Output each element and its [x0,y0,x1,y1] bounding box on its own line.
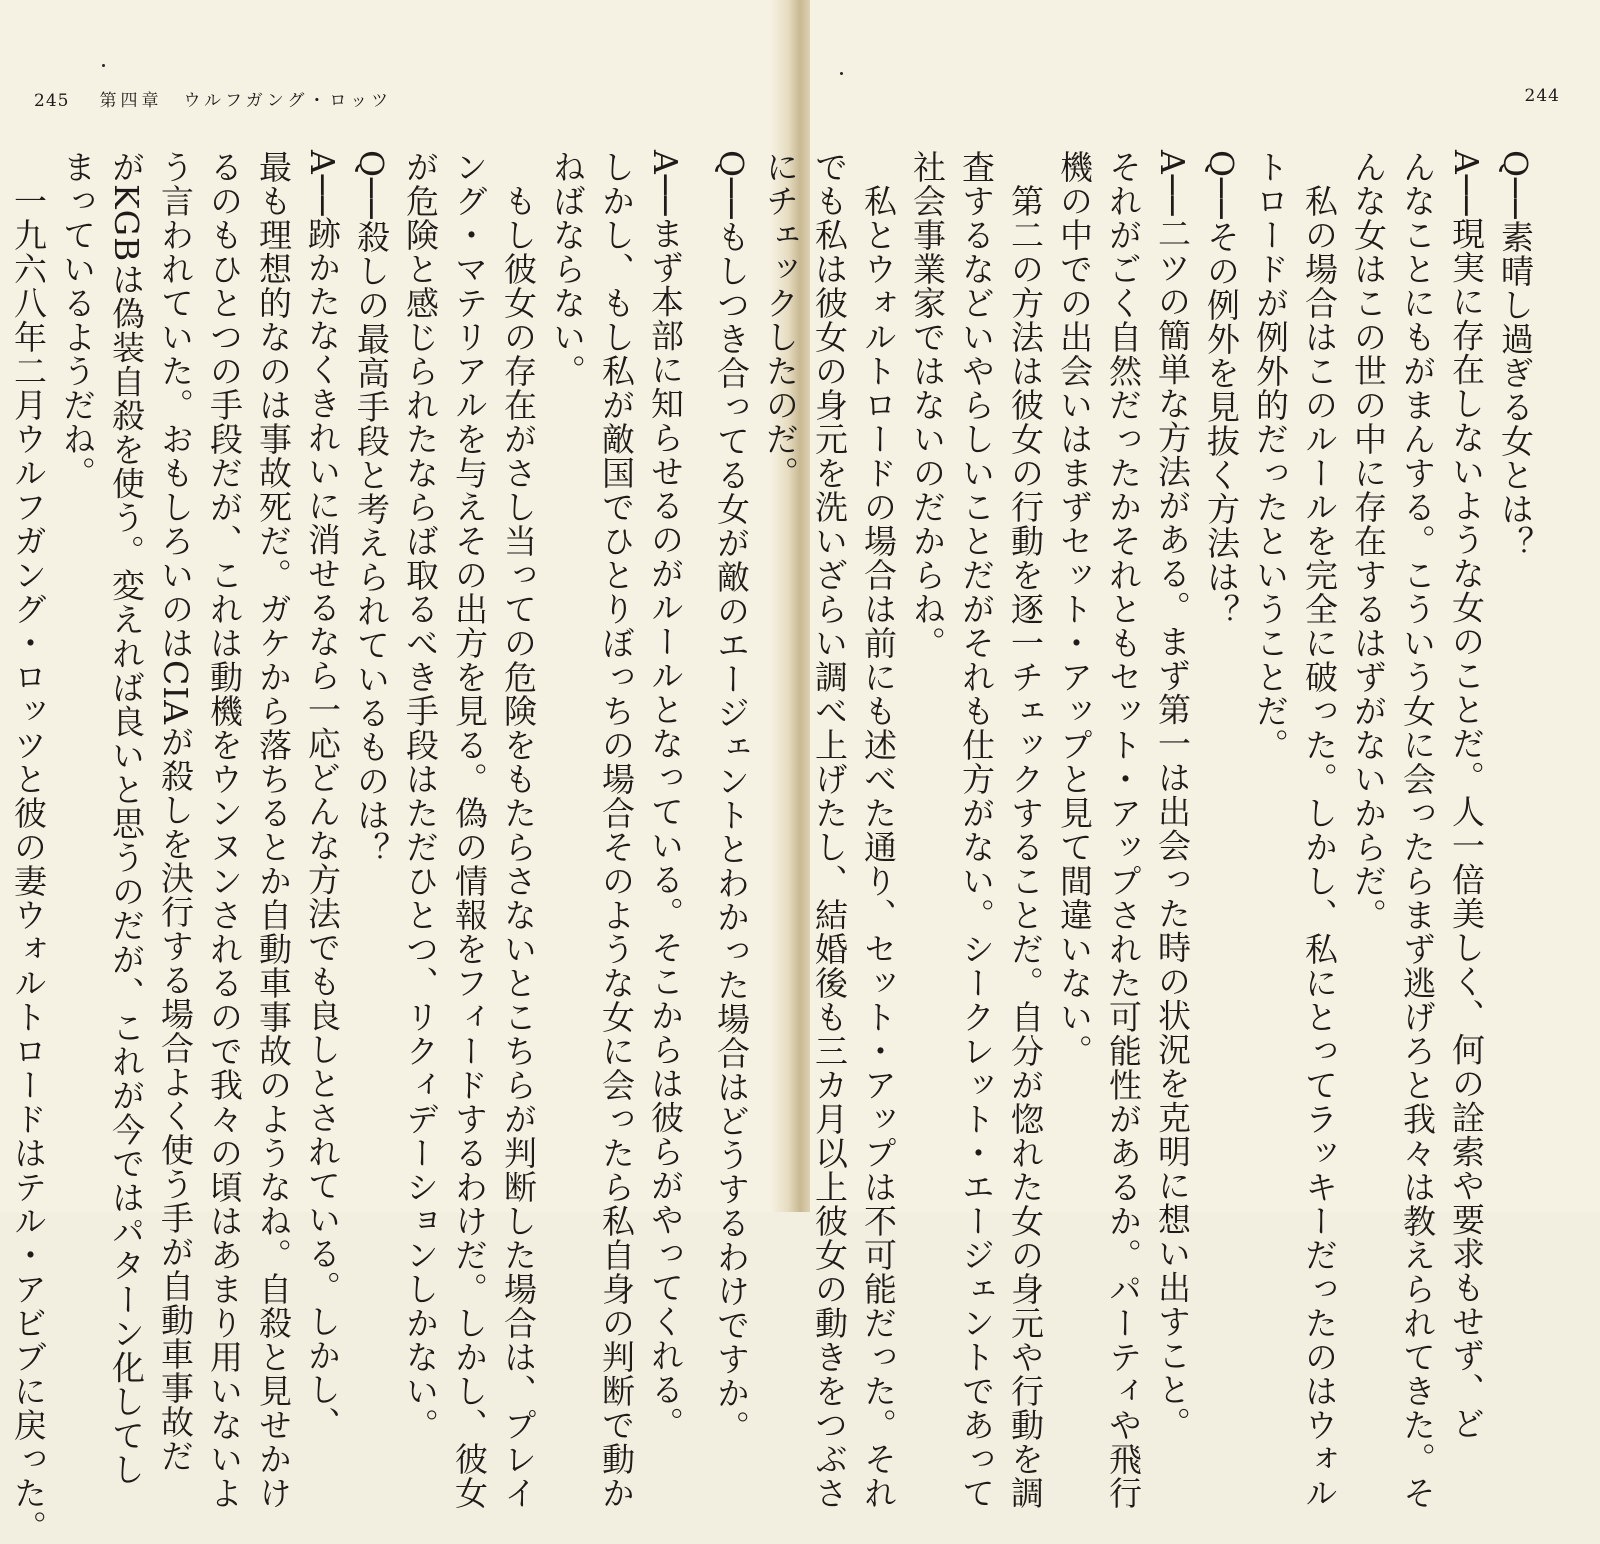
left-page-number: 245 [34,91,70,111]
text-line: 社会事業家ではないのだからね。 [908,150,947,660]
text-line: 一九六八年二月ウルフガング・ロッツと彼の妻ウォルトロードはテル・アビブに戻った。 [9,150,48,1544]
text-line: るのもひとつの手段だが、これは動機をウンヌンされるので我々の頃はあまり用いないよ [205,150,244,1510]
text-line: それがごく自然だったかそれともセット・アップされた可能性があるか。パーティや飛行 [1104,150,1143,1510]
text-line: う言われていた。おもしろいのはCIAが殺しを決行する場合よく使う手が自動車事故だ [156,150,195,1474]
text-line: 査するなどいやらしいことだがそれも仕方がない。シークレット・エージェントであって [957,150,996,1510]
text-line: A──現実に存在しないような女のことだ。人一倍美しく、何の詮索や要求もせず、ど [1447,150,1486,1441]
text-line: ねばならない。 [548,150,587,388]
right-page-number: 244 [1524,86,1560,106]
left-running-head [34,86,392,111]
left-page [0,0,790,1544]
right-body-text [712,150,1540,1510]
text-line: Q──殺しの最高手段と考えられているものは？ [352,150,391,866]
text-line: んな女はこの世の中に存在するはずがないからだ。 [1349,150,1388,932]
text-line: がKGBは偽装自殺を使う。変えれば良いと思うのだが、これが今ではパターン化してし [107,150,146,1487]
text-line: 私の場合はこのルールを完全に破った。しかし、私にとってラッキーだったのはウォル [1300,150,1339,1510]
chapter-title: 第四章 ウルフガング・ロッツ [99,91,393,111]
text-line: しかし、もし私が敵国でひとりぼっちの場合そのような女に会ったら私自身の判断で動か [597,150,636,1510]
text-line: 機の中での出会いはまずセット・アップと見て間違いない。 [1055,150,1094,1068]
scan-speck [840,72,843,75]
text-line: Q──素晴し過ぎる女とは？ [1496,150,1535,560]
text-line: Q──もしつき合ってる女が敵のエージェントとわかった場合はどうするわけですか。 [712,150,751,1444]
text-line: A──二ツの簡単な方法がある。まず第一は出会った時の状況を克明に想い出すこと。 [1153,150,1192,1441]
text-line: 第二の方法は彼女の行動を逐一チェックすることだ。自分が惚れた女の身元や行動を調 [1006,150,1045,1510]
text-line: もし彼女の存在がさし当っての危険をもたらさないとこちらが判断した場合は、プレイ [499,150,538,1510]
text-line: トロードが例外的だったということだ。 [1251,150,1290,762]
text-line: 私とウォルトロードの場合は前にも述べた通り、セット・アップは不可能だった。それ [859,150,898,1510]
text-line: A──跡かたなくきれいに消せるなら一応どんな方法でも良しとされている。しかし、 [303,150,342,1441]
text-line [0,150,4,1150]
text-line: A──まず本部に知らせるのがルールとなっている。そこからは彼らがやってくれる。 [646,150,685,1441]
text-line: でも私は彼女の身元を洗いざらい調べ上げたし、結婚後も三カ月以上彼女の動きをつぶさ [810,150,849,1510]
text-line: Q──その例外を見抜く方法は？ [1202,150,1241,628]
right-page [712,0,1600,1510]
text-line: まっているようだね。 [58,150,97,490]
scan-speck [102,64,105,67]
left-body-text [9,150,690,1544]
text-line: んなことにもがまんする。こういう女に会ったらまず逃げろと我々は教えられてきた。そ [1398,150,1437,1510]
text-line: ング・マテリアルを与えその出方を見る。偽の情報をフィードするわけだ。しかし、彼女 [450,150,489,1510]
text-line: が危険と感じられたならば取るべき手段はただひとつ、リクィデーションしかない。 [401,150,440,1442]
text-line: にチェックしたのだ。 [761,150,800,490]
text-line: 最も理想的なのは事故死だ。ガケから落ちるとか自動車事故のようなね。自殺と見せかけ [254,150,293,1510]
